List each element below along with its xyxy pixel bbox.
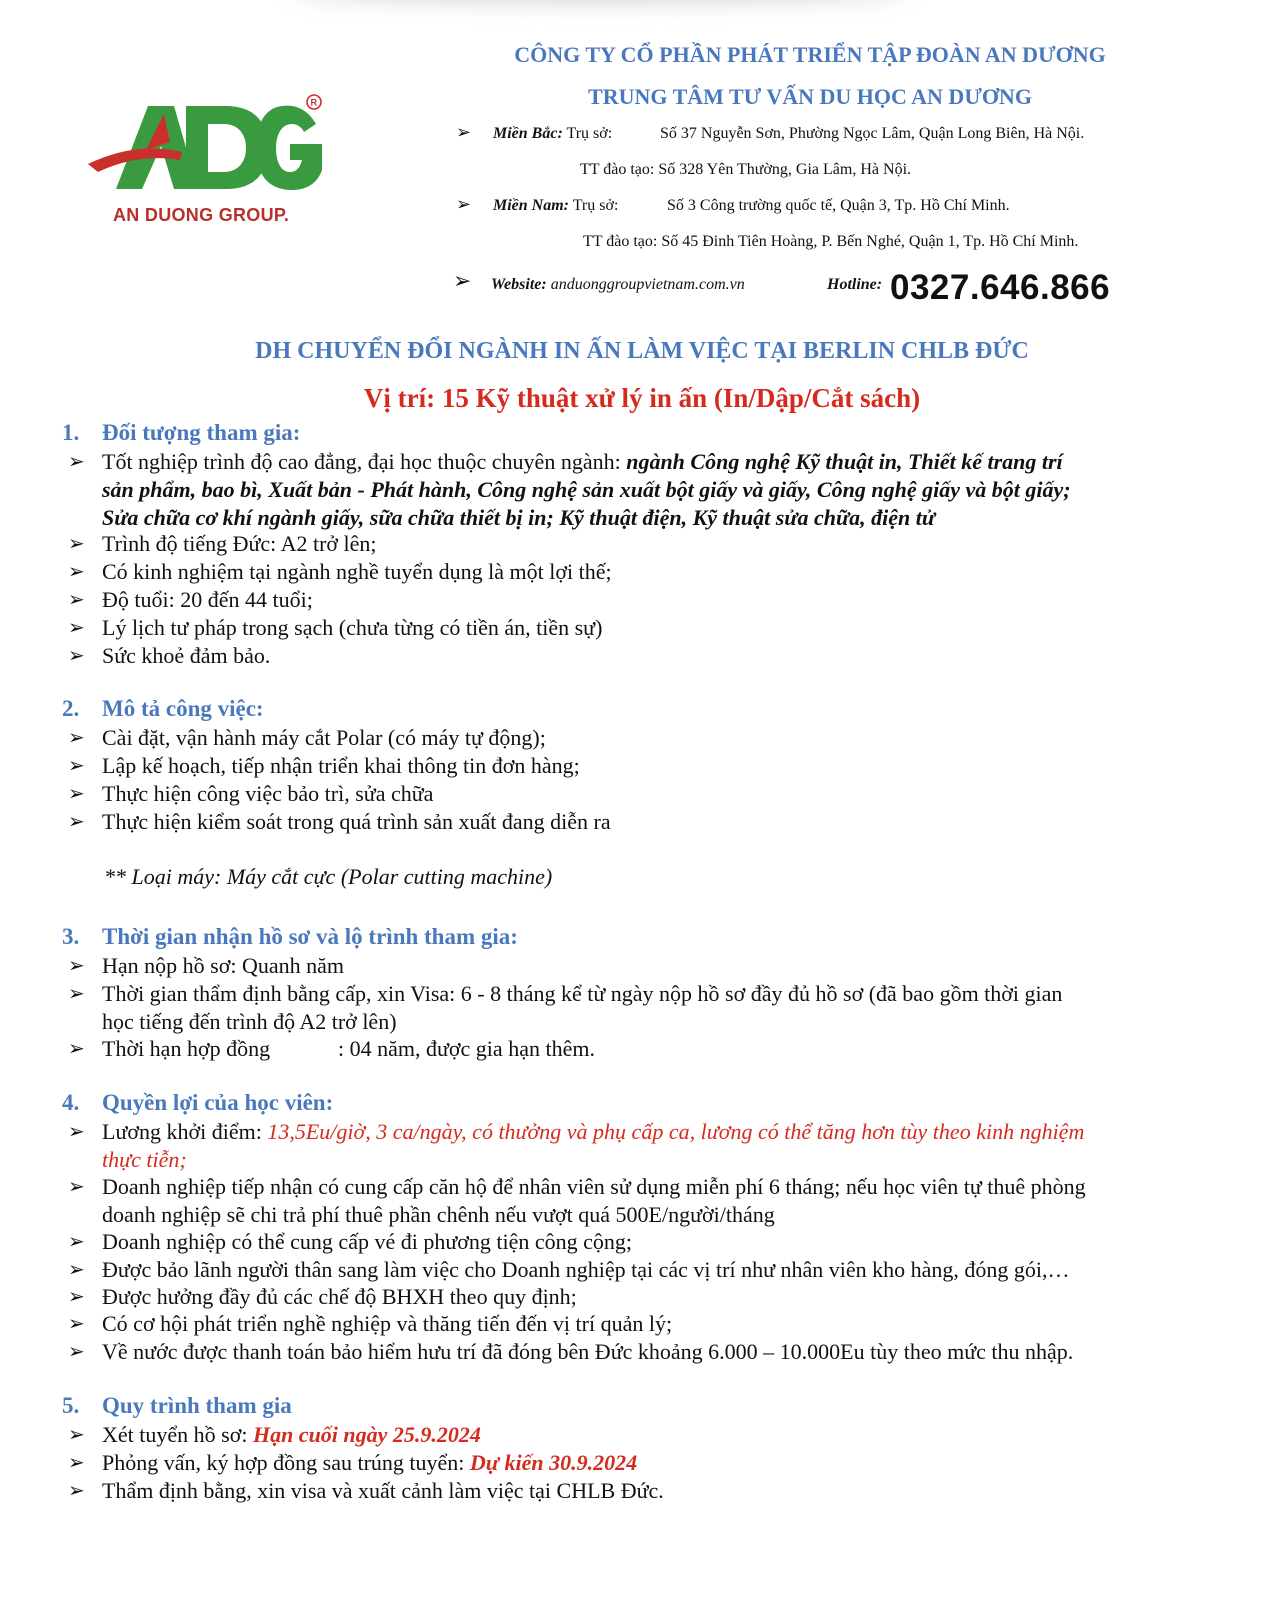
list-item <box>68 1035 1212 1063</box>
item-text: Có kinh nghiệm tại ngành nghề tuyển dụng là một lợi thế; <box>102 559 612 584</box>
svg-text:R: R <box>310 97 317 108</box>
list-item <box>68 642 1212 670</box>
arrow-bullet-icon: ➢ <box>68 1121 85 1143</box>
arrow-bullet-icon: ➢ <box>68 617 85 639</box>
list-item <box>68 1173 1212 1229</box>
list-item <box>68 752 1212 780</box>
item-text: doanh nghiệp sẽ chi trả phí thuê phần chênh nếu vượt quá 500E/người/tháng <box>102 1202 775 1227</box>
arrow-bullet-icon: ➢ <box>68 783 85 805</box>
list-item <box>68 558 1212 586</box>
hotline-label-wrap <box>827 276 882 294</box>
section-5-heading <box>62 1393 292 1419</box>
section-title: Thời gian nhận hồ sơ và lộ trình tham gia: <box>102 924 518 949</box>
item-text: Được bảo lãnh người thân sang làm việc cho Doanh nghiệp tại các vị trí như nhân viên kho hàng, đóng gói,… <box>102 1257 1070 1282</box>
center-name: TRUNG TÂM TƯ VẤN DU HỌC AN DƯƠNG <box>588 84 1032 109</box>
list-item <box>68 614 1212 642</box>
section-title: Quy trình tham gia <box>102 1393 292 1418</box>
item-text: Được hưởng đầy đủ các chế độ BHXH theo quy định; <box>102 1284 577 1309</box>
hotline-label: Hotline: <box>827 276 883 293</box>
arrow-bullet-icon: ➢ <box>68 1341 85 1363</box>
arrow-bullet-icon: ➢ <box>68 1424 85 1446</box>
arrow-bullet-icon: ➢ <box>68 1286 85 1308</box>
list-item <box>68 780 1212 808</box>
item-text: Doanh nghiệp tiếp nhận có cung cấp căn hộ để nhân viên sử dụng miễn phí 6 tháng; nếu học viên tự thuê phòng <box>102 1174 1086 1199</box>
arrow-bullet-icon: ➢ <box>68 1480 85 1502</box>
scan-shadow <box>290 0 910 4</box>
item-text: Về nước được thanh toán bảo hiểm hưu trí đã đóng bên Đức khoảng 6.000 – 10.000Eu tùy theo mức thu nhập. <box>102 1339 1074 1364</box>
section-title: Quyền lợi của học viên: <box>102 1090 334 1115</box>
company-name: CÔNG TY CỔ PHẦN PHÁT TRIỂN TẬP ĐOÀN AN DƯƠNG <box>514 42 1106 67</box>
arrow-bullet-icon: ➢ <box>68 533 85 555</box>
item-label: Xét tuyển hồ sơ: <box>102 1422 253 1447</box>
website-label: Website: <box>491 276 547 293</box>
list-item <box>68 1283 1212 1311</box>
item-text: Độ tuổi: 20 đến 44 tuổi; <box>102 587 313 612</box>
list-item <box>68 1228 1212 1256</box>
section-2-heading <box>62 696 264 722</box>
arrow-bullet-icon: ➢ <box>68 561 85 583</box>
item-text: Thẩm định bằng, xin visa và xuất cảnh làm việc tại CHLB Đức. <box>102 1478 664 1503</box>
item-text: Tốt nghiệp trình độ cao đẳng, đại học thuộc chuyên ngành: <box>102 449 627 474</box>
list-item <box>68 724 1212 752</box>
item-label: Phỏng vấn, ký hợp đồng sau trúng tuyển: <box>102 1450 470 1475</box>
item-text: Thực hiện công việc bảo trì, sửa chữa <box>102 781 434 806</box>
arrow-bullet-icon: ➢ <box>68 1313 85 1335</box>
list-item <box>68 1449 1212 1477</box>
position-title: Vị trí: 15 Kỹ thuật xử lý in ấn (In/Dập/Cắt sách) <box>363 383 921 413</box>
item-text: Có cơ hội phát triển nghề nghiệp và thăng tiến đến vị trí quản lý; <box>102 1311 673 1336</box>
south-hq-label: Trụ sở: <box>572 197 619 214</box>
section-number: 2. <box>62 696 80 721</box>
list-item <box>68 1118 1212 1174</box>
interview-date: Dự kiến 30.9.2024 <box>469 1450 638 1475</box>
item-text: học tiếng đến trình độ A2 trở lên) <box>102 1009 397 1034</box>
item-emphasis: ngành Công nghệ Kỹ thuật in, Thiết kế trang trí <box>626 449 1063 474</box>
arrow-bullet-icon: ➢ <box>68 1259 85 1281</box>
south-hq: Số 3 Công trường quốc tế, Quận 3, Tp. Hồ Chí Minh. <box>667 197 1010 214</box>
section-3-heading <box>62 924 518 950</box>
item-label: Thời hạn hợp đồng <box>102 1036 271 1061</box>
list-item <box>68 1256 1212 1284</box>
arrow-bullet-icon: ➢ <box>68 1231 85 1253</box>
arrow-bullet-icon: ➢ <box>68 755 85 777</box>
item-text: Sức khoẻ đảm bảo. <box>102 643 271 668</box>
section-title: Đối tượng tham gia: <box>102 420 301 445</box>
section-number: 4. <box>62 1090 80 1115</box>
section-4-heading <box>62 1090 333 1116</box>
item-text: Thời gian thẩm định bằng cấp, xin Visa: 6 - 8 tháng kể từ ngày nộp hồ sơ đầy đủ hồ sơ (đã bao gồm thời gian <box>102 981 1063 1006</box>
item-text: Lý lịch tư pháp trong sạch (chưa từng có tiền án, tiền sự) <box>102 615 603 640</box>
item-text: Thực hiện kiểm soát trong quá trình sản xuất đang diễn ra <box>102 809 611 834</box>
website-link[interactable]: anduonggroupvietnam.com.vn <box>550 276 745 293</box>
list-item <box>68 808 1212 836</box>
logo-text: AN DUONG GROUP. <box>113 205 290 225</box>
arrow-bullet-icon: ➢ <box>68 589 85 611</box>
item-label: Lương khởi điểm: <box>102 1119 268 1144</box>
item-text: Cài đặt, vận hành máy cắt Polar (có máy tự động); <box>102 725 546 750</box>
section-number: 5. <box>62 1393 80 1418</box>
list-item <box>68 952 1212 980</box>
deadline-value: Hạn cuối ngày 25.9.2024 <box>252 1422 481 1447</box>
arrow-bullet-icon: ➢ <box>68 955 85 977</box>
item-emphasis: sản phẩm, bao bì, Xuất bản - Phát hành, Công nghệ sản xuất bột giấy và giấy, Công nghệ giấy và bột giấy; <box>102 477 1071 502</box>
list-item <box>68 980 1212 1036</box>
section-number: 1. <box>62 420 80 445</box>
arrow-bullet-icon: ➢ <box>68 451 85 473</box>
item-text: Trình độ tiếng Đức: A2 trở lên; <box>102 531 377 556</box>
list-item <box>68 1338 1212 1366</box>
item-text: Doanh nghiệp có thể cung cấp vé đi phương tiện công cộng; <box>102 1229 633 1254</box>
north-training: TT đào tạo: Số 328 Yên Thường, Gia Lâm, Hà Nội. <box>580 161 912 178</box>
item-text: Lập kế hoạch, tiếp nhận triển khai thông tin đơn hàng; <box>102 753 580 778</box>
item-emphasis: Sửa chữa cơ khí ngành giấy, sữa chữa thiết bị in; Kỹ thuật điện, Kỹ thuật sửa chữa, điện tử <box>102 505 936 530</box>
website-line <box>491 276 745 294</box>
salary-value: thực tiễn; <box>102 1147 187 1172</box>
section-number: 3. <box>62 924 80 949</box>
list-item <box>68 586 1212 614</box>
south-label: Miền Nam: <box>493 197 569 214</box>
hotline-number[interactable]: 0327.646.866 <box>890 268 1111 307</box>
salary-value: 13,5Eu/giờ, 3 ca/ngày, có thưởng và phụ cấp ca, lương có thể tăng hơn tùy theo kinh nghiệm <box>267 1119 1085 1144</box>
south-training: TT đào tạo: Số 45 Đinh Tiên Hoàng, P. Bến Nghé, Quận 1, Tp. Hồ Chí Minh. <box>583 233 1079 250</box>
north-hq: Số 37 Nguyễn Sơn, Phường Ngọc Lâm, Quận Long Biên, Hà Nội. <box>660 125 1085 142</box>
section-title: Mô tả công việc: <box>102 696 264 721</box>
list-item <box>68 530 1212 558</box>
list-item <box>68 1477 1212 1505</box>
list-item <box>68 1310 1212 1338</box>
arrow-bullet-icon: ➢ <box>68 1038 85 1060</box>
arrow-bullet-icon: ➢ <box>456 194 472 214</box>
item-value: : 04 năm, được gia hạn thêm. <box>338 1036 595 1061</box>
section-1-heading <box>62 420 300 446</box>
south-address <box>493 197 618 215</box>
arrow-bullet-icon: ➢ <box>68 645 85 667</box>
arrow-bullet-icon: ➢ <box>68 983 85 1005</box>
north-hq-label: Trụ sở: <box>566 125 613 142</box>
list-item <box>68 448 1212 532</box>
arrow-bullet-icon: ➢ <box>453 268 472 293</box>
arrow-bullet-icon: ➢ <box>68 811 85 833</box>
arrow-bullet-icon: ➢ <box>68 1452 85 1474</box>
north-label: Miền Bắc: <box>493 125 563 142</box>
north-address <box>493 125 612 143</box>
machine-note: ** Loại máy: Máy cắt cực (Polar cutting machine) <box>104 864 553 889</box>
arrow-bullet-icon: ➢ <box>68 727 85 749</box>
list-item <box>68 1421 1212 1449</box>
item-text: Hạn nộp hồ sơ: Quanh năm <box>102 953 344 978</box>
arrow-bullet-icon: ➢ <box>68 1176 85 1198</box>
main-title: DH CHUYỂN ĐỔI NGÀNH IN ẤN LÀM VIỆC TẠI BERLIN CHLB ĐỨC <box>255 338 1029 364</box>
arrow-bullet-icon: ➢ <box>456 122 472 142</box>
